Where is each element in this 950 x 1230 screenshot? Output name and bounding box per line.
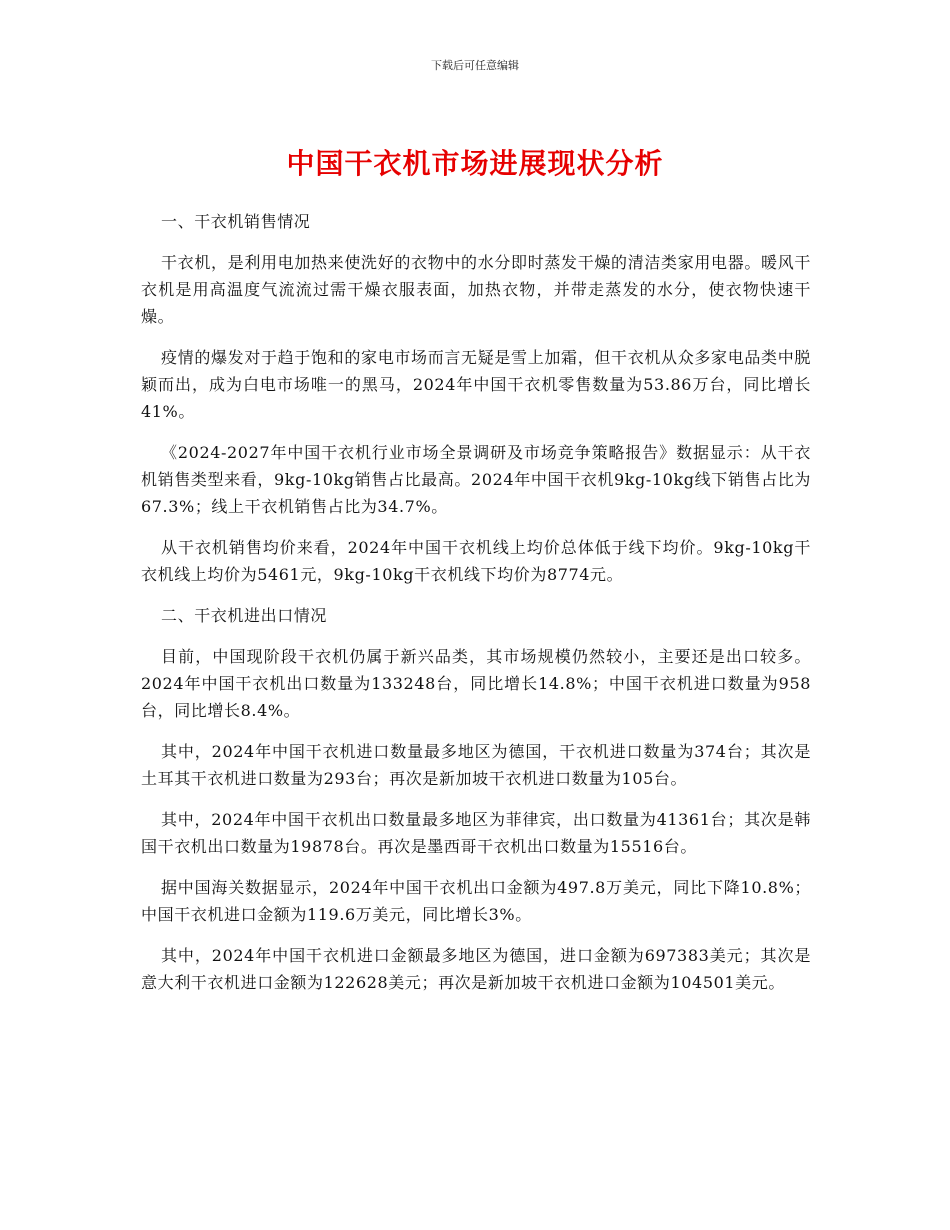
paragraph-average-price: 从干衣机销售均价来看，2024年中国干衣机线上均价总体低于线下均价。9kg-10kg干衣机线上均价为5461元，9kg-10kg干衣机线下均价为8774元。 xyxy=(141,538,811,584)
paragraph-definition: 干衣机，是利用电加热来使洗好的衣物中的水分即时蒸发干燥的清洁类家用电器。暖风干衣机是用高温度气流流过需干燥衣服表面，加热衣物，并带走蒸发的水分，使衣物快速干燥。 xyxy=(141,253,811,326)
paragraph-import-value-regions: 其中，2024年中国干衣机进口金额最多地区为德国，进口金额为697383美元；其次是意大利干衣机进口金额为122628美元；再次是新加坡干衣机进口金额为104501美元。 xyxy=(141,946,811,992)
document-body xyxy=(141,208,811,1010)
paragraph-retail-volume: 疫情的爆发对于趋于饱和的家电市场而言无疑是雪上加霜，但干衣机从众多家电品类中脱颖而出，成为白电市场唯一的黑马，2024年中国干衣机零售数量为53.86万台，同比增长41%。 xyxy=(141,348,811,421)
document-title: 中国干衣机市场进展现状分析 xyxy=(286,147,664,180)
paragraph-trade-value: 据中国海关数据显示，2024年中国干衣机出口金额为497.8万美元，同比下降10.8%；中国干衣机进口金额为119.6万美元，同比增长3%。 xyxy=(141,878,811,924)
paragraph-export-regions: 其中，2024年中国干衣机出口数量最多地区为菲律宾，出口数量为41361台；其次是韩国干衣机出口数量为19878台。再次是墨西哥干衣机出口数量为15516台。 xyxy=(141,810,811,856)
section-heading-sales: 一、干衣机销售情况 xyxy=(161,212,311,231)
header-note: 下载后可任意编辑 xyxy=(431,59,519,72)
paragraph-import-regions: 其中，2024年中国干衣机进口数量最多地区为德国，干衣机进口数量为374台；其次是土耳其干衣机进口数量为293台；再次是新加坡干衣机进口数量为105台。 xyxy=(141,742,811,788)
paragraph-sales-share: 《2024-2027年中国干衣机行业市场全景调研及市场竞争策略报告》数据显示：从干衣机销售类型来看，9kg-10kg销售占比最高。2024年中国干衣机9kg-10kg线下销售占比为67.3%；线上干衣机销售占比为34.7%。 xyxy=(141,443,811,516)
section-heading-trade: 二、干衣机进出口情况 xyxy=(161,606,328,625)
paragraph-trade-volume: 目前，中国现阶段干衣机仍属于新兴品类，其市场规模仍然较小，主要还是出口较多。2024年中国干衣机出口数量为133248台，同比增长14.8%；中国干衣机进口数量为958台，同比增长8.4%。 xyxy=(141,647,811,720)
